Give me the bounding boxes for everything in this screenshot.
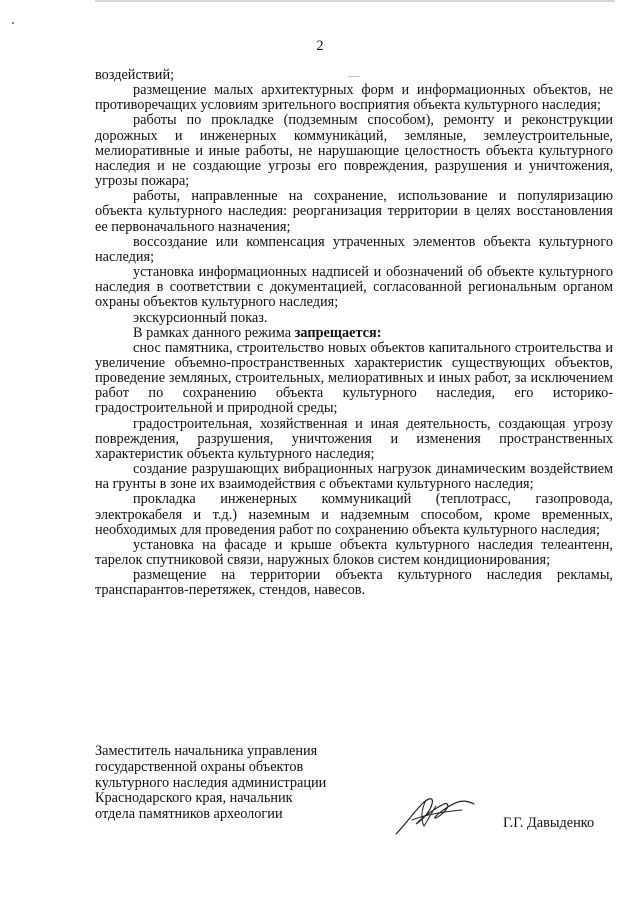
signatory-title-line: Заместитель начальника управления — [95, 743, 318, 759]
prohibited-item: снос памятника, строительство новых объектов капитального строительства и увеличение объемно-пространственных характеристик существующих объектов, проведение земляных, строительных, мелиоративных и иных работ, за исключением работ по сохранению объекта культурного наследия, его историко-градостроительной и природной среды; — [95, 339, 613, 417]
signatory-title-line: Краснодарского края, начальник — [95, 790, 293, 807]
scan-top-edge — [95, 0, 615, 2]
page-number: 2 — [316, 38, 324, 54]
paragraph: работы по прокладке (подземным способом), ремонту и реконструкции дорожных и инженерных коммуникаций, земляные, землеустроительные, мелиоративные и иные работы, не нарушающие целостность объекта культурного наследия и не создающие угрозы его повреждения, разрушения и уничтожения, угрозы пожара; — [95, 112, 613, 190]
prohibited-keyword: запрещается: — [294, 324, 382, 341]
paragraph: воздействий; — [95, 67, 175, 83]
prohibited-item: установка на фасаде и крыше объекта культурного наследия телеантенн, тарелок спутниковой связи, наружных блоков систем кондиционирования; — [95, 536, 613, 568]
scan-speck — [12, 22, 14, 24]
paragraph: работы, направленные на сохранение, использование и популяризацию объекта культурного наследия: реорганизация территории в целях восстановления ее первоначального назначения; — [95, 188, 613, 235]
paragraph: размещение малых архитектурных форм и информационных объектов, не противоречащих условиям зрительного восприятия объекта культурного наследия; — [95, 82, 613, 114]
signatory-title-line: государственной охраны объектов — [95, 758, 304, 775]
paragraph: воссоздание или компенсация утраченных элементов объекта культурного наследия; — [95, 233, 613, 265]
prohibited-intro-text: В рамках данного режима — [133, 324, 295, 341]
prohibited-intro — [95, 326, 613, 341]
prohibited-item: создание разрушающих вибрационных нагрузок динамическим воздействием на грунты в зоне их взаимодействия с объектами культурного наследия; — [95, 461, 613, 493]
signatory-title-line: культурного наследия администрации — [95, 774, 327, 791]
paragraph: экскурсионный показ. — [133, 309, 268, 326]
signatory-title-line: отдела памятников археологии — [95, 806, 283, 823]
signatory-title — [95, 744, 425, 823]
prohibited-item: градостроительная, хозяйственная и иная деятельность, создающая угрозу повреждения, разрушения, уничтожения и изменения пространственных характеристик объекта культурного наследия; — [95, 415, 613, 462]
handwritten-signature — [392, 790, 477, 838]
prohibited-item: размещение на территории объекта культурного наследия рекламы, транспарантов-перетяжек, стендов, навесов. — [95, 567, 613, 599]
signer-name: Г.Г. Давыденко — [503, 815, 595, 831]
paragraph: установка информационных надписей и обозначений об объекте культурного наследия в соответствии с документацией, согласованной региональным органом охраны объектов культурного наследия; — [95, 264, 613, 311]
prohibited-item: прокладка инженерных коммуникаций (теплотрасс, газопровода, электрокабеля и т.д.) наземным и надземным способом, кроме временных, необходимых для проведения работ по сохранению объекта культурного наследия; — [95, 491, 613, 538]
document-body — [95, 68, 613, 598]
